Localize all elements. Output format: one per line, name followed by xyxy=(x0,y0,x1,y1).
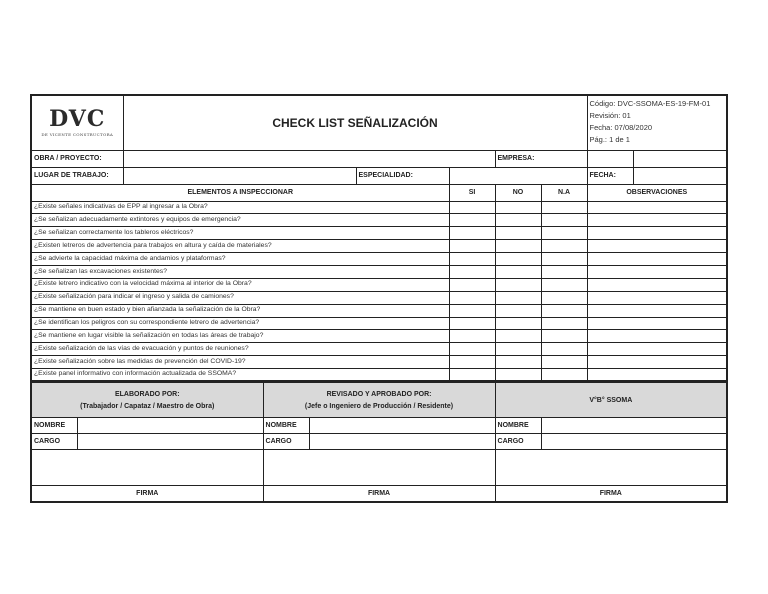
cargo-field-b[interactable] xyxy=(309,434,495,450)
logo xyxy=(31,95,123,150)
checklist-item-row xyxy=(31,369,727,382)
especialidad-field[interactable] xyxy=(449,167,587,184)
checklist-item-text: ¿Existe panel informativo con información actualizada de SSOMA? xyxy=(31,369,449,382)
checklist-item-row xyxy=(31,201,727,214)
answer-no-cell[interactable] xyxy=(495,317,541,330)
nombre-field-b[interactable] xyxy=(309,418,495,434)
firma-label-a: FIRMA xyxy=(31,486,263,502)
checklist-item-text: ¿Existen letreros de advertencia para trabajos en altura y caída de materiales? xyxy=(31,240,449,253)
answer-na-cell[interactable] xyxy=(541,291,587,304)
checklist-item-text: ¿Se mantiene en lugar visible la señalización en todas las áreas de trabajo? xyxy=(31,330,449,343)
revisado-title: REVISADO Y APROBADO POR: xyxy=(326,390,432,398)
col-na: N.A xyxy=(541,184,587,201)
meta-revision: Revisión: 01 xyxy=(589,111,631,120)
cargo-field-c[interactable] xyxy=(541,434,727,450)
empresa-field[interactable] xyxy=(587,150,633,167)
elaborado-subtitle-overlay: (Trabajador / Capataz / Maestro de Obra) xyxy=(80,402,215,410)
col-elementos: ELEMENTOS A INSPECCIONAR xyxy=(31,184,449,201)
answer-si-cell[interactable] xyxy=(449,291,495,304)
col-observaciones: OBSERVACIONES xyxy=(587,184,727,201)
answer-no-cell[interactable] xyxy=(495,343,541,356)
checklist-item-text: ¿Se identifican los peligros con su correspondiente letrero de advertencia? xyxy=(31,317,449,330)
answer-na-cell[interactable] xyxy=(541,304,587,317)
answer-no-cell[interactable] xyxy=(495,369,541,382)
answer-si-cell[interactable] xyxy=(449,330,495,343)
answer-no-cell[interactable] xyxy=(495,291,541,304)
fecha-field[interactable] xyxy=(633,167,727,184)
answer-si-cell[interactable] xyxy=(449,240,495,253)
checklist-item-text: ¿Existe letrero indicativo con la velocidad máxima al interior de la Obra? xyxy=(31,278,449,291)
answer-na-cell[interactable] xyxy=(541,278,587,291)
document-meta xyxy=(587,95,727,150)
answer-no-cell[interactable] xyxy=(495,278,541,291)
answer-si-cell[interactable] xyxy=(449,201,495,214)
cargo-field-a[interactable] xyxy=(77,434,263,450)
checklist-item-text: ¿Existe señalización de las vías de evacuación y puntos de reuniones? xyxy=(31,343,449,356)
nombre-field-c[interactable] xyxy=(541,418,727,434)
signature-header-row-overlay xyxy=(31,383,727,418)
fecha-label: FECHA: xyxy=(587,167,633,184)
checklist-item-text: ¿Se mantiene en buen estado y bien afianzada la señalización de la Obra? xyxy=(31,304,449,317)
checklist-item-row xyxy=(31,330,727,343)
answer-no-cell[interactable] xyxy=(495,330,541,343)
observaciones-cell[interactable] xyxy=(587,330,727,343)
observaciones-cell[interactable] xyxy=(587,369,727,382)
answer-no-cell[interactable] xyxy=(495,227,541,240)
checklist-item-text: ¿Existe señales indicativas de EPP al ingresar a la Obra? xyxy=(31,201,449,214)
answer-na-cell[interactable] xyxy=(541,369,587,382)
obra-field[interactable] xyxy=(123,150,495,167)
answer-si-cell[interactable] xyxy=(449,227,495,240)
checklist-item-row xyxy=(31,265,727,278)
checklist-form xyxy=(30,94,726,497)
answer-no-cell[interactable] xyxy=(495,356,541,369)
answer-si-cell[interactable] xyxy=(449,369,495,382)
answer-na-cell[interactable] xyxy=(541,227,587,240)
observaciones-cell[interactable] xyxy=(587,227,727,240)
lugar-field[interactable] xyxy=(123,167,356,184)
cargo-label-b: CARGO xyxy=(263,434,309,450)
lugar-label: LUGAR DE TRABAJO: xyxy=(31,167,123,184)
col-no: NO xyxy=(495,184,541,201)
signature-space-row-overlay xyxy=(31,450,727,486)
answer-no-cell[interactable] xyxy=(495,265,541,278)
answer-na-cell[interactable] xyxy=(541,265,587,278)
observaciones-cell[interactable] xyxy=(587,356,727,369)
answer-no-cell[interactable] xyxy=(495,214,541,227)
answer-no-cell[interactable] xyxy=(495,240,541,253)
checklist-item-row xyxy=(31,253,727,266)
col-si: SI xyxy=(449,184,495,201)
vb-header: V°B° SSOMA xyxy=(495,383,727,418)
observaciones-cell[interactable] xyxy=(587,253,727,266)
answer-na-cell[interactable] xyxy=(541,330,587,343)
observaciones-cell[interactable] xyxy=(587,317,727,330)
obra-row xyxy=(31,150,727,167)
cargo-row-overlay xyxy=(31,434,727,450)
logo-text: DVC xyxy=(49,106,106,133)
signature-area-c[interactable] xyxy=(495,450,727,486)
observaciones-cell[interactable] xyxy=(587,291,727,304)
checklist-item-row xyxy=(31,304,727,317)
checklist-item-row xyxy=(31,291,727,304)
answer-na-cell[interactable] xyxy=(541,253,587,266)
checklist-item-text: ¿Existe señalización para indicar el ingreso y salida de camiones? xyxy=(31,291,449,304)
answer-no-cell[interactable] xyxy=(495,304,541,317)
obra-label: OBRA / PROYECTO: xyxy=(31,150,123,167)
answer-si-cell[interactable] xyxy=(449,343,495,356)
answer-no-cell[interactable] xyxy=(495,201,541,214)
answer-na-cell[interactable] xyxy=(541,356,587,369)
nombre-label-a: NOMBRE xyxy=(31,418,77,434)
checklist-item-row xyxy=(31,227,727,240)
answer-si-cell[interactable] xyxy=(449,253,495,266)
firma-row-overlay xyxy=(31,486,727,502)
answer-na-cell[interactable] xyxy=(541,214,587,227)
checklist-item-text: ¿Se señalizan adecuadamente extintores y equipos de emergencia? xyxy=(31,214,449,227)
answer-no-cell[interactable] xyxy=(495,253,541,266)
answer-si-cell[interactable] xyxy=(449,317,495,330)
answer-si-cell[interactable] xyxy=(449,356,495,369)
checklist-item-row xyxy=(31,356,727,369)
observaciones-cell[interactable] xyxy=(587,265,727,278)
revisado-header xyxy=(263,383,495,418)
checklist-item-row xyxy=(31,240,727,253)
checklist-item-row xyxy=(31,278,727,291)
answer-na-cell[interactable] xyxy=(541,317,587,330)
meta-code: Código: DVC-SSOMA-ES-19-FM-01 xyxy=(589,99,711,108)
checklist-table xyxy=(30,94,728,382)
answer-na-cell[interactable] xyxy=(541,240,587,253)
observaciones-cell[interactable] xyxy=(587,240,727,253)
meta-page: Pág.: 1 de 1 xyxy=(589,135,630,144)
nombre-label-c: NOMBRE xyxy=(495,418,541,434)
checklist-item-row xyxy=(31,317,727,330)
answer-si-cell[interactable] xyxy=(449,265,495,278)
nombre-row-overlay xyxy=(31,418,727,434)
cargo-label-c: CARGO xyxy=(495,434,541,450)
page-title: CHECK LIST SEÑALIZACIÓN xyxy=(123,95,587,150)
observaciones-cell[interactable] xyxy=(587,214,727,227)
header-row xyxy=(31,95,727,150)
answer-si-cell[interactable] xyxy=(449,278,495,291)
answer-si-cell[interactable] xyxy=(449,304,495,317)
answer-si-cell[interactable] xyxy=(449,214,495,227)
nombre-field-a[interactable] xyxy=(77,418,263,434)
checklist-item-row xyxy=(31,214,727,227)
answer-na-cell[interactable] xyxy=(541,201,587,214)
signature-area-a[interactable] xyxy=(31,450,263,486)
lugar-row xyxy=(31,167,727,184)
empresa-label: EMPRESA: xyxy=(495,150,587,167)
observaciones-cell[interactable] xyxy=(587,304,727,317)
especialidad-label: ESPECIALIDAD: xyxy=(356,167,449,184)
observaciones-cell[interactable] xyxy=(587,201,727,214)
firma-label-c: FIRMA xyxy=(495,486,727,502)
elaborado-title-overlay: ELABORADO POR: xyxy=(114,390,180,398)
checklist-item-row xyxy=(31,343,727,356)
signature-area-b[interactable] xyxy=(263,450,495,486)
column-header-row xyxy=(31,184,727,201)
signature-block xyxy=(30,382,728,503)
elaborado-header-overlay xyxy=(31,383,263,418)
nombre-label-b: NOMBRE xyxy=(263,418,309,434)
empresa-field-extra[interactable] xyxy=(633,150,727,167)
firma-label-b: FIRMA xyxy=(263,486,495,502)
checklist-item-text: ¿Se señalizan correctamente los tableros eléctricos? xyxy=(31,227,449,240)
checklist-item-text: ¿Se señalizan las excavaciones existentes? xyxy=(31,265,449,278)
checklist-item-text: ¿Existe señalización sobre las medidas de prevención del COVID-19? xyxy=(31,356,449,369)
revisado-subtitle: (Jefe o Ingeniero de Producción / Residente) xyxy=(304,402,454,410)
logo-subtitle: DE VICENTE CONSTRUCTORA xyxy=(41,132,114,138)
answer-na-cell[interactable] xyxy=(541,343,587,356)
observaciones-cell[interactable] xyxy=(587,343,727,356)
observaciones-cell[interactable] xyxy=(587,278,727,291)
checklist-item-text: ¿Se advierte la capacidad máxima de andamios y plataformas? xyxy=(31,253,449,266)
cargo-label-a: CARGO xyxy=(31,434,77,450)
meta-date: Fecha: 07/08/2020 xyxy=(589,123,653,132)
